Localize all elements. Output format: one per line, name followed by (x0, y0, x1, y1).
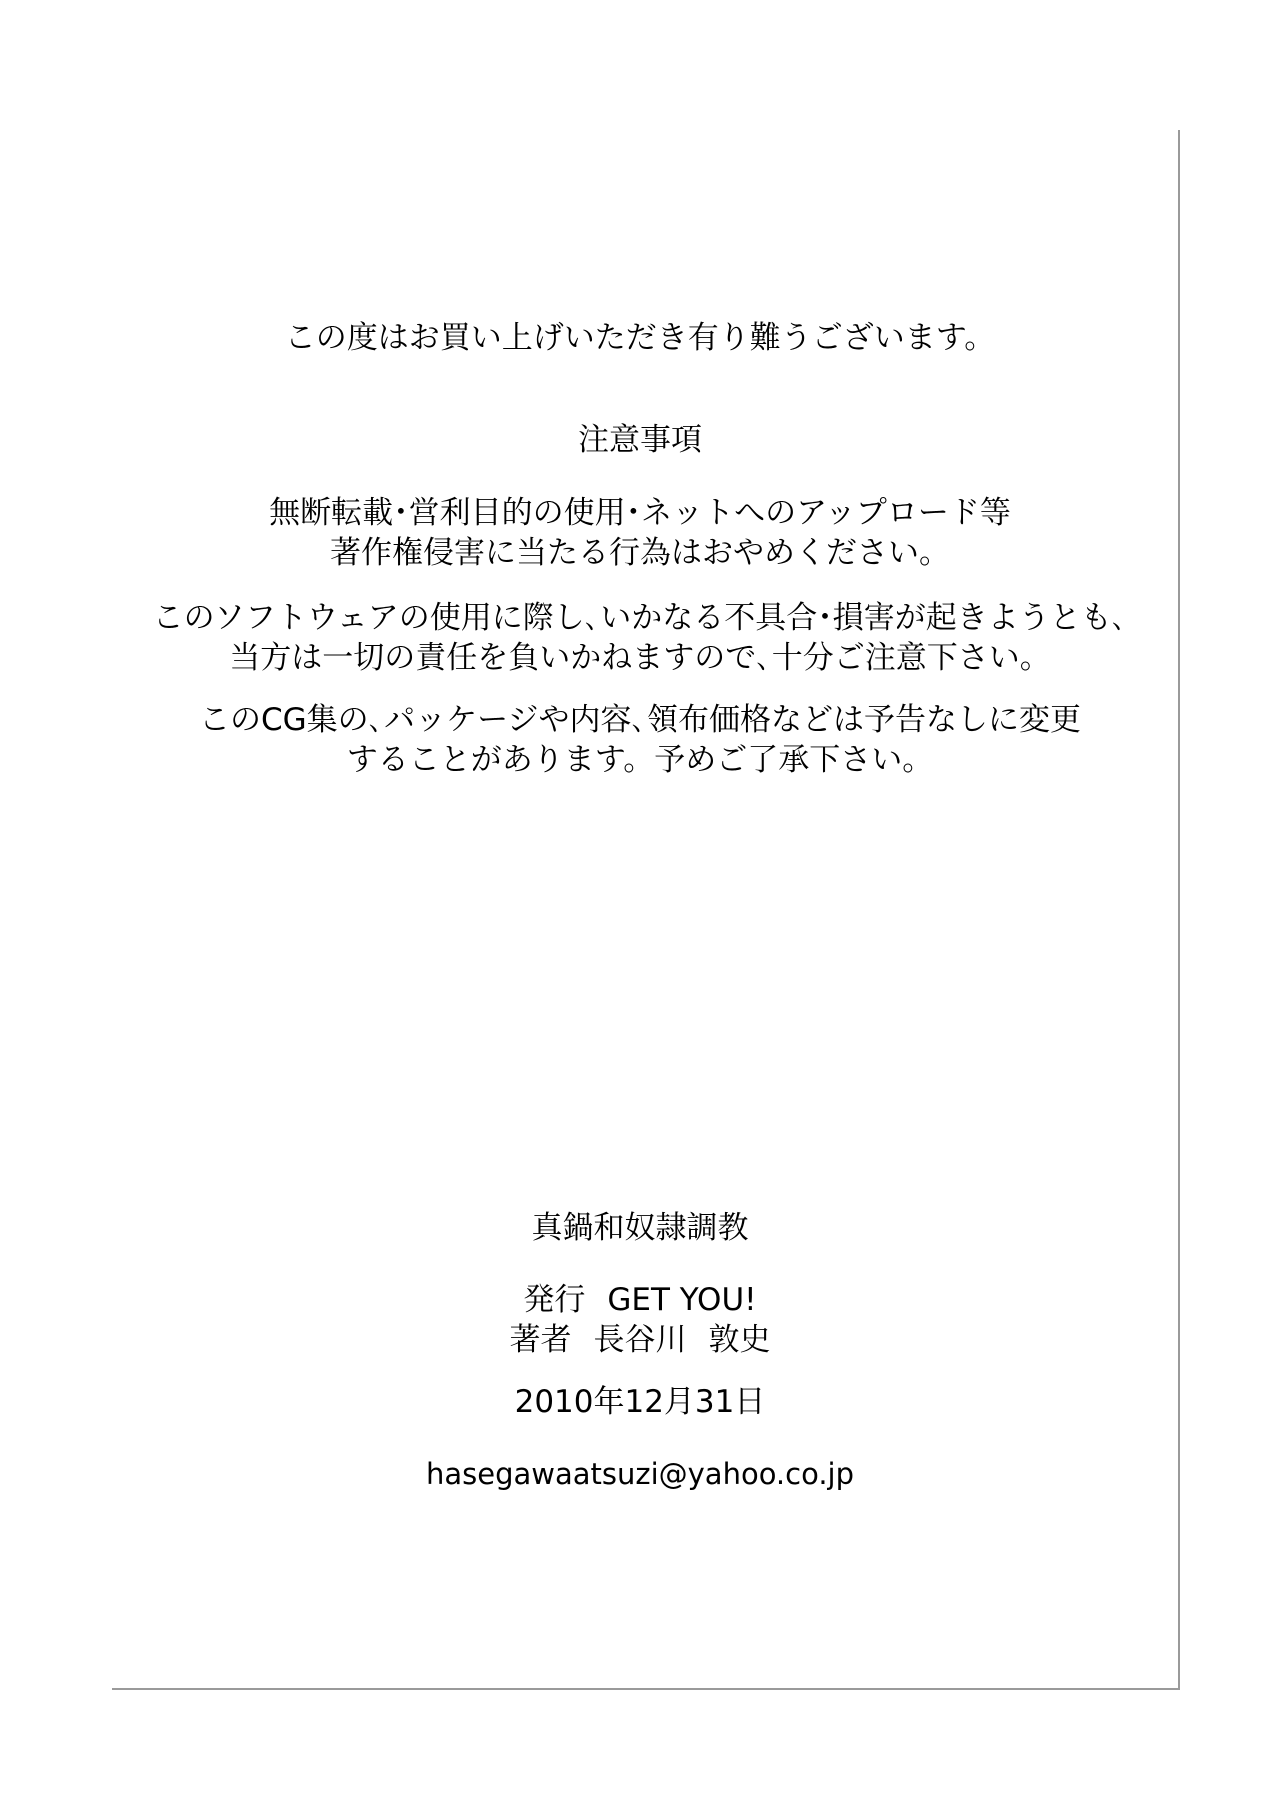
credits-block (0, 1280, 1280, 1360)
notice-paragraph-changes (0, 700, 1280, 780)
notice-paragraph-copyright (0, 493, 1280, 573)
notice-line: このソフトウェアの使用に際し､いかなる不具合･損害が起きようとも､ (152, 600, 1128, 636)
contact-email: hasegawaatsuzi@yahoo.co.jp (425, 1457, 855, 1491)
author-label: 著者 (509, 1322, 572, 1358)
publisher-label: 発行 (523, 1282, 586, 1318)
work-title-block (0, 1208, 1280, 1248)
publisher-line (0, 1280, 1280, 1320)
greeting-block (0, 318, 1280, 358)
notice-line: することがあります。予めご了承下さい。 (346, 742, 934, 778)
email-block (0, 1454, 1280, 1494)
notice-line: このCG集の､パッケージや内容､領布価格などは予告なしに変更 (198, 702, 1082, 738)
author-line (0, 1320, 1280, 1360)
date-block (0, 1382, 1280, 1422)
publisher-name: GET YOU! (607, 1282, 757, 1318)
author-family-name: 長谷川 (593, 1322, 687, 1358)
page-border-bottom (112, 1688, 1180, 1690)
publication-date: 2010年12月31日 (514, 1384, 766, 1420)
notice-heading-block (0, 420, 1280, 460)
notice-paragraph-disclaimer (0, 598, 1280, 678)
notice-line: 著作権侵害に当たる行為はおやめください。 (330, 535, 950, 571)
author-given-name: 敦史 (708, 1322, 771, 1358)
notice-line: 当方は一切の責任を負いかねますので､十分ご注意下さい。 (229, 640, 1051, 676)
work-title: 真鍋和奴隷調教 (531, 1210, 749, 1246)
greeting-text: この度はお買い上げいただき有り難うございます。 (284, 320, 996, 356)
notice-heading: 注意事項 (578, 422, 702, 458)
notice-line: 無断転載･営利目的の使用･ネットへのアップロード等 (269, 495, 1011, 531)
